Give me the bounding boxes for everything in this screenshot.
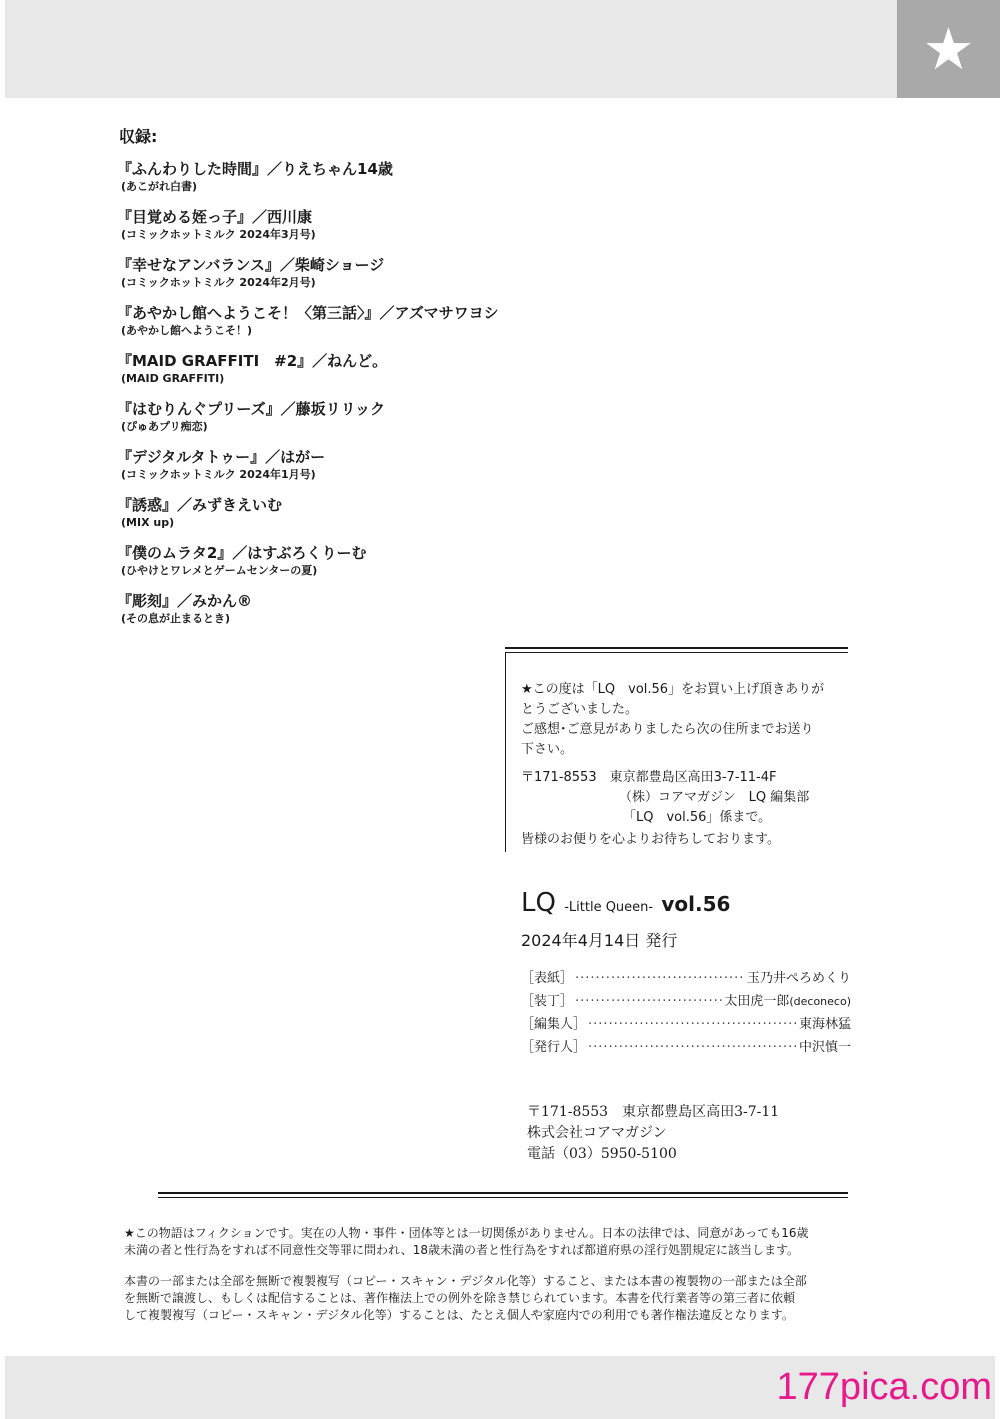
title-volume: vol.56 <box>661 892 731 916</box>
notice-line: して複製複写（コピー・スキャン・デジタル化等）することは、たとえ個人や家庭内での利用でも著作権法違反となります。 <box>124 1308 794 1322</box>
publisher-address: 〒171-8553 東京都豊島区高田3-7-11 <box>527 1104 780 1120</box>
entry-source: (コミックホットミルク 2024年1月号) <box>121 468 316 481</box>
entry-source: (あこがれ白書) <box>121 180 198 193</box>
divider <box>158 1197 848 1198</box>
list-item <box>117 495 497 531</box>
entry-title: 『目覚める姪っ子』／西川康 <box>117 208 313 226</box>
publisher-info <box>527 1102 779 1165</box>
list-item <box>117 159 497 195</box>
credit-row <box>521 1036 851 1059</box>
fiction-notice <box>124 1225 884 1259</box>
credit-row <box>521 990 851 1013</box>
credit-role: ［編集人］ <box>521 1017 587 1032</box>
entry-title: 『あやかし館へようこそ！〈第三話〉』／アズマサワヨシ <box>117 304 499 322</box>
credit-name <box>724 990 851 1013</box>
list-item <box>117 351 497 387</box>
thanks-line: ご感想･ご意見がありましたら次の住所までお送り <box>521 722 814 737</box>
credit-role: ［発行人］ <box>521 1040 587 1055</box>
watermark: 177pica.com <box>776 1366 992 1408</box>
entry-source: (その息が止まるとき) <box>121 612 231 625</box>
mail-address <box>521 768 851 828</box>
entry-title: 『幸せなアンバランス』／柴崎ショージ <box>117 256 385 274</box>
publisher-company: 株式会社コアマガジン <box>527 1125 667 1141</box>
thanks-line: 下さい。 <box>521 742 574 757</box>
list-item <box>117 447 497 483</box>
notice-line: 未満の者と性行為をすれば不同意性交等罪に問われ、18歳未満の者と性行為をすれば都道府県の淫行処罰規定に該当します。 <box>124 1243 800 1257</box>
entry-source: (MIX up) <box>121 516 175 529</box>
leader-dots <box>588 1013 797 1036</box>
thanks-line: ★この度は「LQ vol.56」をお買い上げ頂きありが <box>521 682 825 697</box>
colophon <box>521 886 851 1059</box>
credit-role: ［表紙］ <box>521 971 574 986</box>
entry-source: (あやかし館へようこそ！) <box>121 324 253 337</box>
entry-title: 『彫刻』／みかん® <box>117 592 253 610</box>
entry-title: 『MAID GRAFFITI #2』／ねんど。 <box>117 352 388 370</box>
divider <box>505 652 848 653</box>
list-item <box>117 399 497 435</box>
entry-source: (コミックホットミルク 2024年2月号) <box>121 276 316 289</box>
title-main: LQ <box>521 888 556 918</box>
entry-title: 『誘惑』／みずきえいむ <box>117 496 283 514</box>
header-band <box>5 0 897 98</box>
issue-date: 2024年4月14日 発行 <box>521 931 678 950</box>
entry-title: 『デジタルタトゥー』／はがー <box>117 448 326 466</box>
contents-list <box>117 124 497 639</box>
entry-source: (ひやけとワレメとゲームセンターの夏) <box>121 564 318 577</box>
closing-line: 皆様のお便りを心よりお待ちしております。 <box>521 832 780 847</box>
address-line: （株）コアマガジン LQ 編集部 <box>619 790 810 805</box>
star-icon: ★ <box>922 15 975 83</box>
entry-source: (コミックホットミルク 2024年3月号) <box>121 228 316 241</box>
divider <box>158 1192 848 1194</box>
credit-note: (deconeco) <box>789 995 851 1008</box>
list-item <box>117 591 497 627</box>
credit-name-text: 太田虎一郎 <box>724 994 790 1009</box>
credits <box>521 967 851 1059</box>
copyright-notice <box>124 1273 884 1324</box>
notice-line: ★この物語はフィクションです。実在の人物・事件・団体等とは一切関係がありません。日本の法律では、同意があっても16歳 <box>124 1226 809 1240</box>
star-badge <box>897 0 1000 98</box>
entry-title: 『はむりんぐプリーズ』／藤坂リリック <box>117 400 386 418</box>
reader-message <box>521 680 851 850</box>
credit-name: 中沢慎一 <box>798 1040 851 1055</box>
legal-notices <box>124 1225 884 1338</box>
credit-name: 東海林猛 <box>798 1017 851 1032</box>
publisher-phone: 電話（03）5950-5100 <box>527 1146 677 1162</box>
credit-name: 玉乃井ぺろめくり <box>746 971 851 986</box>
magazine-title <box>521 886 851 925</box>
list-item <box>117 207 497 243</box>
notice-line: 本書の一部または全部を無断で複製複写（コピー・スキャン・デジタル化等）すること、または本書の複製物の一部または全部 <box>124 1274 807 1288</box>
credit-row <box>521 1013 851 1036</box>
credit-role: ［装丁］ <box>521 994 574 1009</box>
address-line: 「LQ vol.56」係まで。 <box>623 810 772 825</box>
leader-dots <box>575 990 722 1013</box>
leader-dots <box>575 967 745 990</box>
leader-dots <box>588 1036 797 1059</box>
entry-source: (ぴゅあプリ痴恋) <box>121 420 208 433</box>
list-item <box>117 543 497 579</box>
entry-title: 『僕のムラタ2』／はすぶろくりーむ <box>117 544 367 562</box>
list-item <box>117 255 497 291</box>
list-item <box>117 303 497 339</box>
entry-source: (MAID GRAFFITI) <box>121 372 225 385</box>
title-sub: -Little Queen- <box>564 900 654 915</box>
thanks-line: とうございました。 <box>521 702 639 717</box>
address-line: 〒171-8553 東京都豊島区高田3-7-11-4F <box>521 770 777 785</box>
contents-heading: 収録: <box>119 127 158 146</box>
credit-row <box>521 967 851 990</box>
divider <box>505 652 506 852</box>
notice-line: を無断で譲渡し、もしくは配信することは、著作権法上での例外を除き禁じられています。本書を代行業者等の第三者に依頼 <box>124 1291 796 1305</box>
entry-title: 『ふんわりした時間』／りえちゃん14歳 <box>117 160 393 178</box>
divider <box>505 647 848 649</box>
